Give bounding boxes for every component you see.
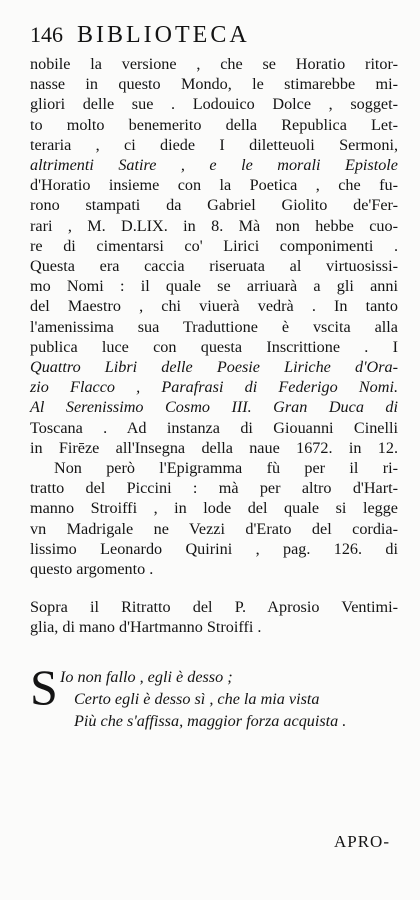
catchword: APRO- [333,832,390,851]
text-line: gliori delle sue . Lodouico Dolce , sogget- [30,95,398,114]
running-head [30,20,398,50]
text-line: Al Serenissimo Cosmo III. Gran Duca di [30,398,398,417]
heading-line: glia, di mano d'Hartmanno Stroiffi . [30,618,262,637]
running-title: BIBLIOTECA [77,22,250,48]
text-line: Non però l'Epigramma fù per il ri- [54,459,398,478]
text-line: publica luce con questa Inscrittione . I [30,337,398,356]
text-line: d'Horatio insieme con la Poetica , che fu- [30,176,398,195]
main-paragraph [30,54,398,579]
verse-line: Più che s'affissa, maggior forza acquista . [74,711,347,730]
text-line: in Firēze all'Insegna della naue 1672. in 12. [30,438,398,457]
verse-line: Io non fallo , egli è desso ; [60,667,233,686]
poem-heading [30,597,398,637]
text-line: l'amenissima sua Traduttione è vscita alla [30,317,398,336]
text-line: manno Stroiffi , in lode del quale si legge [30,499,398,518]
text-line: zio Flacco , Parafrasi di Federigo Nomi. [30,378,398,397]
text-line: Questa era caccia riseruata al virtuosissi- [30,257,398,276]
page-number: 146 [30,22,63,47]
text-line: rari , M. D.LIX. in 8. Mà non hebbe cuo- [30,216,398,235]
text-line: questo argomento . [30,560,154,579]
madrigal-verse [30,658,398,732]
heading-line: Sopra il Ritratto del P. Aprosio Ventimi- [30,598,398,617]
text-line: nobile la versione , che se Horatio ritor- [30,55,398,73]
text-line: teraria , ci diede I diletteuoli Sermoni, [30,135,398,154]
text-line: del Maestro , chi viuerà vedrà . In tanto [30,297,398,316]
text-line: vn Madrigale ne Vezzi d'Erato del cordia- [30,519,398,538]
text-line: lissimo Leonardo Quirini , pag. 126. di [30,539,398,558]
text-line: mo Nomi : il quale se arriuarà a gli anni [30,277,398,296]
text-line: altrimenti Satire , e le morali Epistole [30,156,398,175]
verse-line: Certo egli è desso sì , che la mia vista [74,689,320,708]
text-line: nasse in questo Mondo, le stimarebbe mi- [30,75,398,94]
text-line: to molto benemerito della Republica Let- [30,115,398,134]
drop-cap: S [30,658,58,715]
text-line: tratto del Piccini : mà per altro d'Hart- [30,479,398,498]
text-line: Quattro Libri delle Poesie Liriche d'Ora- [30,358,398,377]
text-line: rono stampati da Gabriel Giolito de'Fer- [30,196,398,215]
text-line: Toscana . Ad instanza di Giouanni Cinelli [30,418,398,437]
text-line: re di cimentarsi co' Lirici componimenti . [30,236,398,255]
